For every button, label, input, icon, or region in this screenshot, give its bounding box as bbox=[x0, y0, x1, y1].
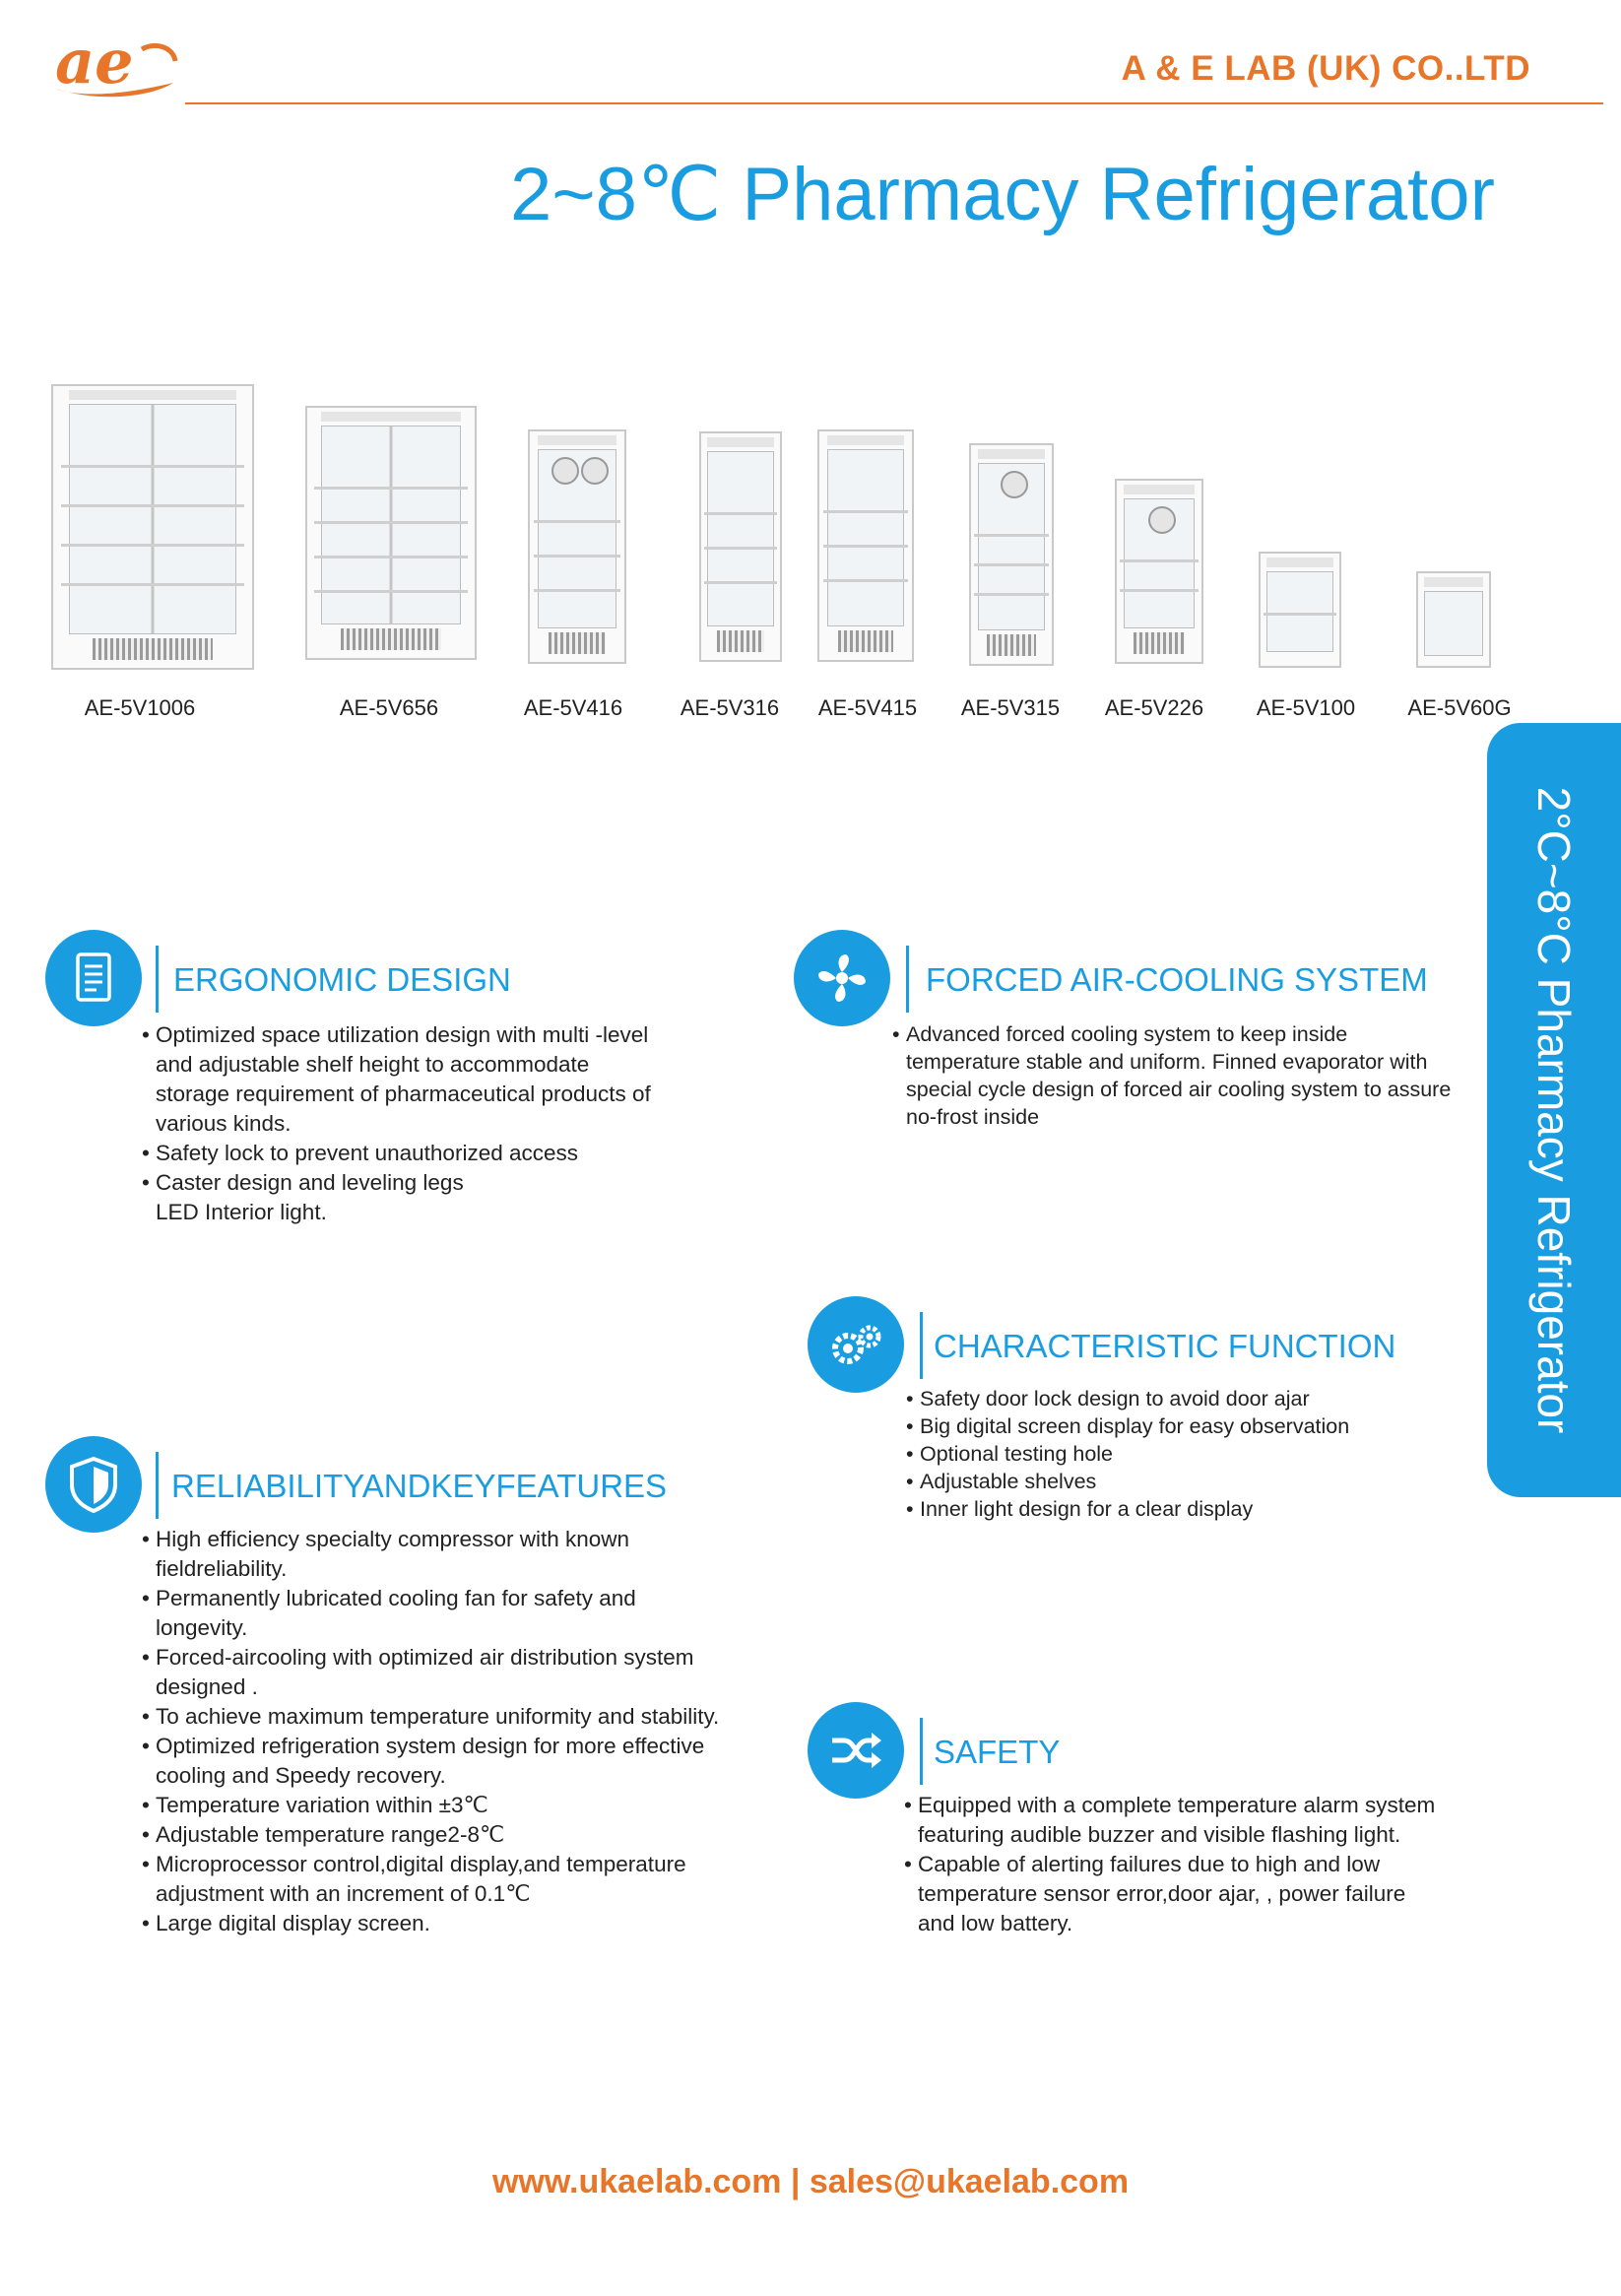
product-image-ae-5v656 bbox=[305, 406, 477, 660]
reliability-title: RELIABILITYANDKEYFEATURES bbox=[171, 1468, 668, 1504]
model-label: AE-5V416 bbox=[523, 695, 623, 720]
ergonomic-list bbox=[142, 1020, 654, 1227]
list-item: LED Interior light. bbox=[156, 1200, 327, 1224]
product-image-ae-5v316 bbox=[699, 431, 782, 662]
shield-icon bbox=[45, 1436, 142, 1533]
list-item: • Capable of alerting failures due to high and low temperature sensor error,door ajar, , power failure and low battery. bbox=[904, 1850, 1436, 1938]
list-item: • Caster design and leveling legs bbox=[142, 1168, 654, 1198]
header-divider bbox=[185, 102, 1603, 104]
reliability-list bbox=[142, 1525, 721, 1938]
product-image-ae-5v100 bbox=[1259, 552, 1341, 668]
section-divider bbox=[906, 946, 909, 1013]
side-tab-text: 2°C~8°C Pharmacy Refrigerator bbox=[1528, 786, 1580, 1434]
section-divider bbox=[156, 1452, 159, 1519]
list-item: • Inner light design for a clear display bbox=[906, 1495, 1467, 1523]
document-icon bbox=[45, 930, 142, 1026]
list-item: • Microprocessor control,digital display,and temperature adjustment with an increment of 0.1℃ bbox=[142, 1850, 721, 1909]
list-item: • High efficiency specialty compressor with known fieldreliability. bbox=[142, 1525, 721, 1584]
list-item: • Permanently lubricated cooling fan for safety and longevity. bbox=[142, 1584, 721, 1643]
list-item: • Forced-aircooling with optimized air distribution system designed . bbox=[142, 1643, 721, 1702]
fan-icon bbox=[794, 930, 890, 1026]
company-name: A & E LAB (UK) CO..LTD bbox=[1121, 49, 1530, 88]
logo-text: ae bbox=[55, 32, 134, 98]
model-label: AE-5V415 bbox=[817, 695, 918, 720]
product-image-ae-5v315 bbox=[969, 443, 1054, 666]
model-label: AE-5V656 bbox=[339, 695, 439, 720]
gears-icon bbox=[808, 1296, 904, 1393]
list-item: • Adjustable shelves bbox=[906, 1468, 1467, 1495]
side-tab bbox=[1487, 723, 1621, 1497]
section-divider bbox=[920, 1312, 923, 1379]
safety-list bbox=[904, 1791, 1436, 1938]
model-label: AE-5V226 bbox=[1104, 695, 1204, 720]
list-item: • Big digital screen display for easy observation bbox=[906, 1412, 1467, 1440]
product-image-ae-5v416 bbox=[528, 429, 626, 664]
model-label: AE-5V316 bbox=[680, 695, 780, 720]
product-image-ae-5v226 bbox=[1115, 479, 1203, 664]
product-image-ae-5v415 bbox=[817, 429, 914, 662]
cooling-title: FORCED AIR-COOLING SYSTEM bbox=[926, 961, 1428, 998]
characteristic-list bbox=[906, 1385, 1467, 1523]
list-item: • To achieve maximum temperature uniformity and stability. bbox=[142, 1702, 721, 1732]
list-item: • Equipped with a complete temperature alarm system featuring audible buzzer and visible flashing light. bbox=[904, 1791, 1436, 1850]
model-label: AE-5V1006 bbox=[84, 695, 196, 720]
list-item: • Optional testing hole bbox=[906, 1440, 1467, 1468]
characteristic-title: CHARACTERISTIC FUNCTION bbox=[934, 1328, 1396, 1364]
model-label: AE-5V315 bbox=[960, 695, 1061, 720]
cooling-list bbox=[892, 1020, 1454, 1131]
ergonomic-title: ERGONOMIC DESIGN bbox=[173, 961, 511, 998]
section-divider bbox=[156, 946, 159, 1013]
company-logo bbox=[47, 32, 185, 102]
list-item: • Safety door lock design to avoid door ajar bbox=[906, 1385, 1467, 1412]
section-divider bbox=[920, 1718, 923, 1785]
product-image-ae-5v1006 bbox=[51, 384, 254, 670]
list-item: • Temperature variation within ±3℃ bbox=[142, 1791, 721, 1820]
list-item: • Optimized space utilization design with multi -level and adjustable shelf height to accommodate storage requirement of pharmaceutical products of various kinds. bbox=[142, 1020, 654, 1139]
list-item: • Safety lock to prevent unauthorized access bbox=[142, 1139, 654, 1168]
model-label: AE-5V100 bbox=[1256, 695, 1356, 720]
page-title: 2~8℃ Pharmacy Refrigerator bbox=[510, 153, 1495, 236]
shuffle-icon bbox=[808, 1702, 904, 1799]
safety-title: SAFETY bbox=[934, 1734, 1061, 1770]
list-item: • Optimized refrigeration system design for more effective cooling and Speedy recovery. bbox=[142, 1732, 721, 1791]
list-item: • Adjustable temperature range2-8℃ bbox=[142, 1820, 721, 1850]
model-label: AE-5V60G bbox=[1407, 695, 1512, 720]
product-image-ae-5v60g bbox=[1416, 571, 1491, 668]
list-item: • Advanced forced cooling system to keep inside temperature stable and uniform. Finned evaporator with special cycle design of forced air cooling system to assure no-frost inside bbox=[892, 1020, 1454, 1131]
footer-contact: www.ukaelab.com | sales@ukaelab.com bbox=[491, 2163, 1130, 2200]
list-item: • Large digital display screen. bbox=[142, 1909, 721, 1938]
